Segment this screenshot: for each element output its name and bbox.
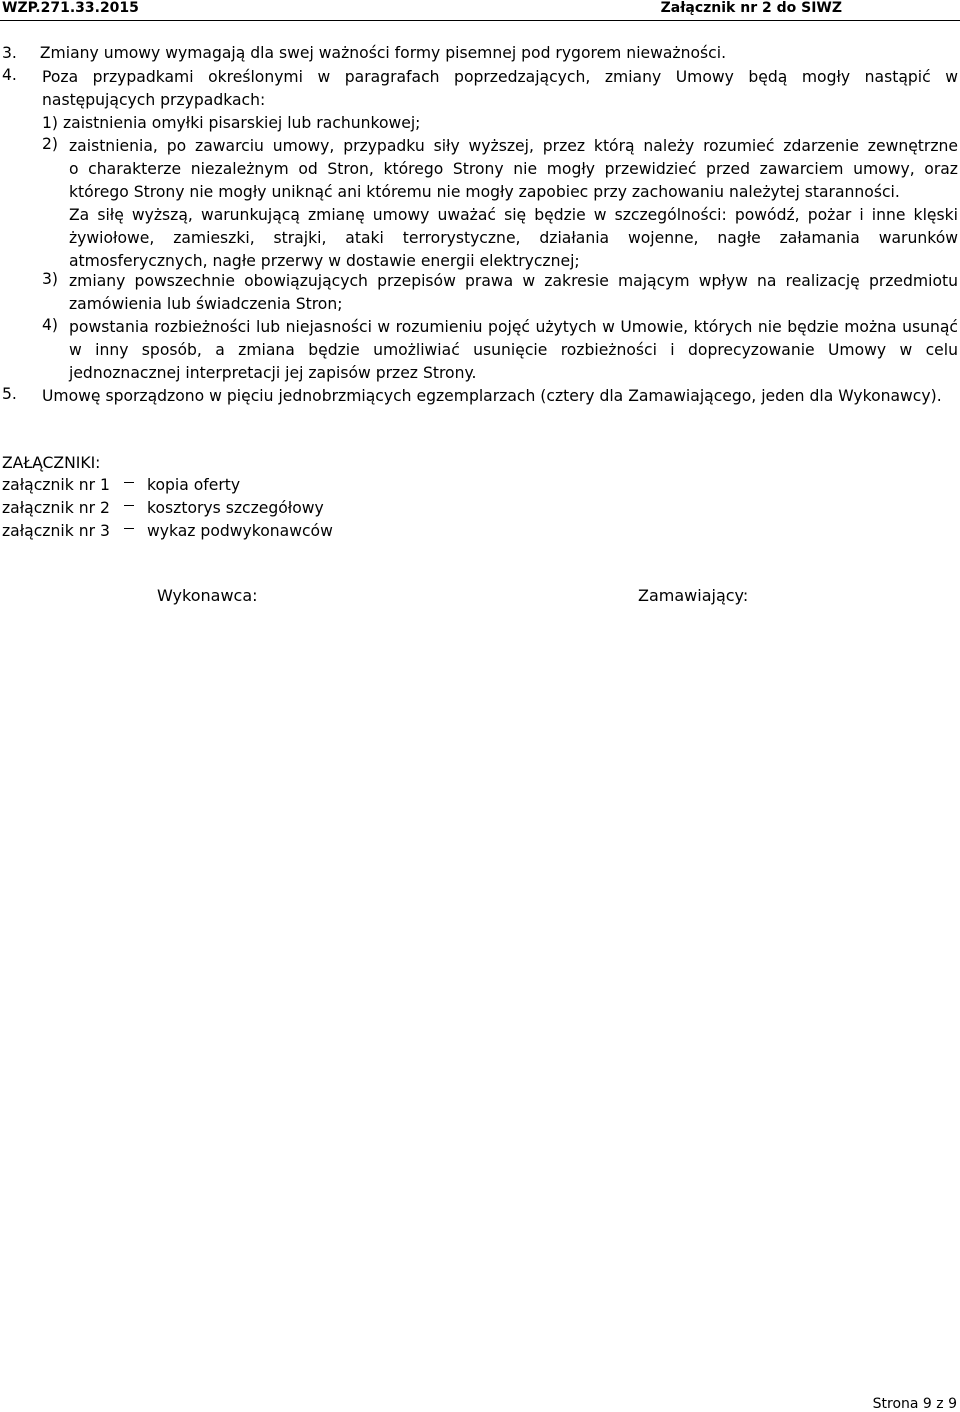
item-4-intro-line1: Poza przypadkami określonymi w paragrafach poprzedzających, zmiany Umowy będą mogły nastąpić w: [42, 68, 958, 86]
attachment-label: załącznik nr 1: [2, 476, 110, 494]
item-3: [2, 42, 726, 65]
page-number: Strona 9 z 9: [872, 1396, 957, 1412]
attachment-value: wykaz podwykonawców: [147, 522, 333, 540]
attachment-label: załącznik nr 2: [2, 499, 110, 517]
item-4-sub-3-number: 3): [42, 270, 59, 288]
item-4-sub-4-text: powstania rozbieżności lub niejasności w rozumieniu pojęć użytych w Umowie, których nie będzie można usunąć w inny sposób, a zmiana będzie umożliwiać usunięcie rozbieżności i doprecyzowanie Umowy w celu jednoznacznej interpretacji jej zapisów przez Strony.: [69, 318, 958, 382]
attachments-title: ZAŁĄCZNIKI:: [2, 454, 101, 472]
document-reference: WZP.271.33.2015: [2, 0, 139, 16]
attachment-label: Załącznik nr 2 do SIWZ: [660, 0, 842, 16]
contractor-signature-label: Wykonawca:: [157, 586, 258, 605]
item-4-sub-4-number: 4): [42, 316, 59, 334]
item-4-sub-2-force-majeure: Za siłę wyższą, warunkującą zmianę umowy uważać się będzie w szczególności: powódź, pożar i inne klęski żywiołowe, zamieszki, strajki, ataki terrorystyczne, działania wojenne, nagłe załamania warunków atmosferycznych, nagłe przerwy w dostawie energii elektrycznej;: [69, 206, 958, 270]
item-3-text: Zmiany umowy wymagają dla swej ważności formy pisemnej pod rygorem nieważności.: [39, 44, 727, 62]
attachment-dash: [124, 482, 134, 483]
item-5-text: Umowę sporządzono w pięciu jednobrzmiących egzemplarzach (cztery dla Zamawiającego, jeden dla Wykonawcy).: [42, 387, 942, 405]
item-5-number: 5.: [2, 385, 17, 403]
attachment-row: [0, 497, 600, 520]
client-signature-label: Zamawiający:: [638, 586, 749, 605]
item-3-number: 3.: [2, 44, 17, 62]
item-4-number: 4.: [2, 66, 17, 84]
item-4-sub-2-number: 2): [42, 135, 59, 153]
item-4-sub-2-head: zaistnienia, po zawarciu umowy, przypadku siły wyższej, przez którą należy rozumieć zdarzenie zewnętrzne: [69, 137, 958, 155]
item-4-sub-2-body: o charakterze niezależnym od Stron, którego Strony nie mogły przewidzieć przed zawarciem umowy, oraz którego Strony nie mogły uniknąć ani któremu nie mogły zapobiec przy zachowaniu należytej staranności.: [69, 160, 958, 201]
attachment-dash: [124, 528, 134, 529]
attachment-value: kosztorys szczegółowy: [147, 499, 324, 517]
page-header: [0, 0, 960, 21]
item-4-intro-line2: następujących przypadkach:: [42, 91, 266, 109]
attachment-label: załącznik nr 3: [2, 522, 110, 540]
attachment-value: kopia oferty: [147, 476, 241, 494]
item-4-sub-1: 1) zaistnienia omyłki pisarskiej lub rachunkowej;: [42, 114, 421, 132]
attachment-dash: [124, 505, 134, 506]
attachment-row: [0, 474, 600, 497]
attachment-row: [0, 520, 600, 543]
item-4-sub-3-text: zmiany powszechnie obowiązujących przepisów prawa w zakresie mającym wpływ na realizację przedmiotu zamówienia lub świadczenia Stron;: [69, 272, 958, 313]
